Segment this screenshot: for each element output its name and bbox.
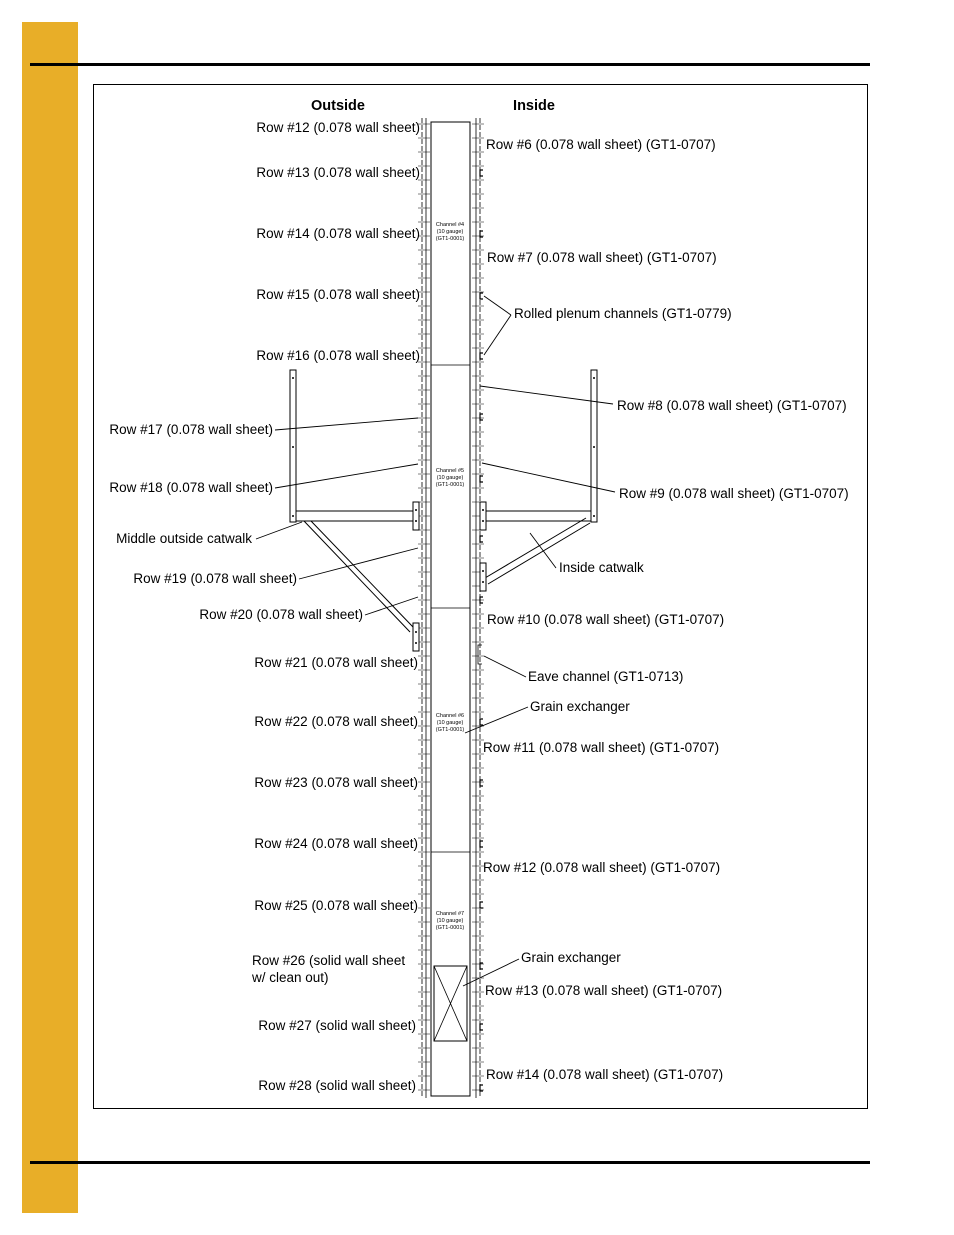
inside-row-12-label: Row #12 (0.078 wall sheet) (GT1-0707) — [483, 860, 721, 875]
inside-row-9-label: Row #9 (0.078 wall sheet) (GT1-0707) — [619, 486, 849, 501]
outside-row-25-label: Row #25 (0.078 wall sheet) — [254, 898, 418, 913]
svg-text:(10 gauge): (10 gauge) — [436, 720, 464, 726]
channel-5-label — [436, 468, 465, 488]
inside-row-11-label: Row #11 (0.078 wall sheet) (GT1-0707) — [483, 740, 720, 755]
inside-catwalk-shape — [480, 370, 597, 591]
svg-text:Channel #5: Channel #5 — [435, 468, 465, 474]
plenum-channel-bracket — [480, 719, 483, 725]
outside-row-14-label: Row #14 (0.078 wall sheet) — [256, 226, 420, 241]
inside-row-14-label: Row #14 (0.078 wall sheet) (GT1-0707) — [486, 1067, 724, 1082]
plenum-channel-bracket — [480, 1024, 483, 1030]
outside-row-15-label: Row #15 (0.078 wall sheet) — [256, 287, 420, 302]
inside-row-10-label: Row #10 (0.078 wall sheet) (GT1-0707) — [487, 612, 725, 627]
outside-row-20-label: Row #20 (0.078 wall sheet) — [199, 607, 363, 622]
grain-exchanger-label-2: Grain exchanger — [521, 950, 621, 965]
outside-row-17-label: Row #17 (0.078 wall sheet) — [109, 422, 273, 437]
outside-row-26-label: Row #26 (solid wall sheet — [252, 953, 406, 968]
inside-row-8-label: Row #8 (0.078 wall sheet) (GT1-0707) — [617, 398, 847, 413]
plenum-channel-bracket — [480, 536, 483, 542]
outside-row-18-label: Row #18 (0.078 wall sheet) — [109, 480, 273, 495]
outside-row-22-label: Row #22 (0.078 wall sheet) — [254, 714, 418, 729]
inside-row-7-label: Row #7 (0.078 wall sheet) (GT1-0707) — [487, 250, 717, 265]
outside-row-23-label: Row #23 (0.078 wall sheet) — [254, 775, 418, 790]
grain-exchanger-label-1: Grain exchanger — [530, 699, 630, 714]
svg-text:(10 gauge): (10 gauge) — [436, 475, 464, 481]
outside-row-12-label: Row #12 (0.078 wall sheet) — [256, 120, 420, 135]
plenum-channel-bracket — [480, 414, 483, 420]
svg-text:(10 gauge): (10 gauge) — [436, 918, 464, 924]
channel-6-label — [436, 713, 465, 733]
svg-text:Channel #6: Channel #6 — [435, 713, 465, 719]
plenum-channel-brackets — [480, 170, 483, 1091]
channel-4-label — [436, 222, 465, 242]
rolled-plenum-channels-label: Rolled plenum channels (GT1-0779) — [514, 306, 732, 321]
svg-text:(GT1-0001): (GT1-0001) — [435, 925, 465, 931]
inside-row-13-label: Row #13 (0.078 wall sheet) (GT1-0707) — [485, 983, 723, 998]
plenum-channel-bracket — [480, 293, 483, 299]
eave-channel-label: Eave channel (GT1-0713) — [528, 669, 684, 684]
plenum-channel-bracket — [480, 476, 483, 482]
outside-row-19-label: Row #19 (0.078 wall sheet) — [133, 571, 297, 586]
plenum-channel-bracket — [480, 780, 483, 786]
svg-text:(GT1-0001): (GT1-0001) — [435, 236, 465, 242]
svg-text:(GT1-0001): (GT1-0001) — [435, 727, 465, 733]
stiffener-column — [431, 122, 470, 1096]
outside-row-24-label: Row #24 (0.078 wall sheet) — [254, 836, 418, 851]
outside-row-27-label: Row #27 (solid wall sheet) — [258, 1018, 416, 1033]
inside-header: Inside — [513, 98, 555, 114]
outside-row-26-label-line-2: w/ clean out) — [252, 970, 329, 985]
plenum-channel-bracket — [480, 170, 483, 176]
svg-text:(10 gauge): (10 gauge) — [436, 229, 464, 235]
channel-7-label — [436, 911, 465, 931]
outside-row-28-label: Row #28 (solid wall sheet) — [258, 1078, 416, 1093]
middle-outside-catwalk-label: Middle outside catwalk — [116, 531, 252, 546]
inside-catwalk-label: Inside catwalk — [559, 560, 644, 575]
outside-row-16-label: Row #16 (0.078 wall sheet) — [256, 348, 420, 363]
plenum-channel-bracket — [480, 841, 483, 847]
svg-text:Channel #7: Channel #7 — [435, 911, 465, 917]
svg-text:(GT1-0001): (GT1-0001) — [435, 482, 465, 488]
outside-header: Outside — [311, 98, 365, 114]
svg-text:Channel #4: Channel #4 — [435, 222, 465, 228]
plenum-channel-bracket — [480, 902, 483, 908]
plenum-channel-bracket — [480, 353, 483, 359]
outside-row-13-label: Row #13 (0.078 wall sheet) — [256, 165, 420, 180]
outside-row-21-label: Row #21 (0.078 wall sheet) — [254, 655, 418, 670]
inside-row-6-label: Row #6 (0.078 wall sheet) (GT1-0707) — [486, 137, 716, 152]
